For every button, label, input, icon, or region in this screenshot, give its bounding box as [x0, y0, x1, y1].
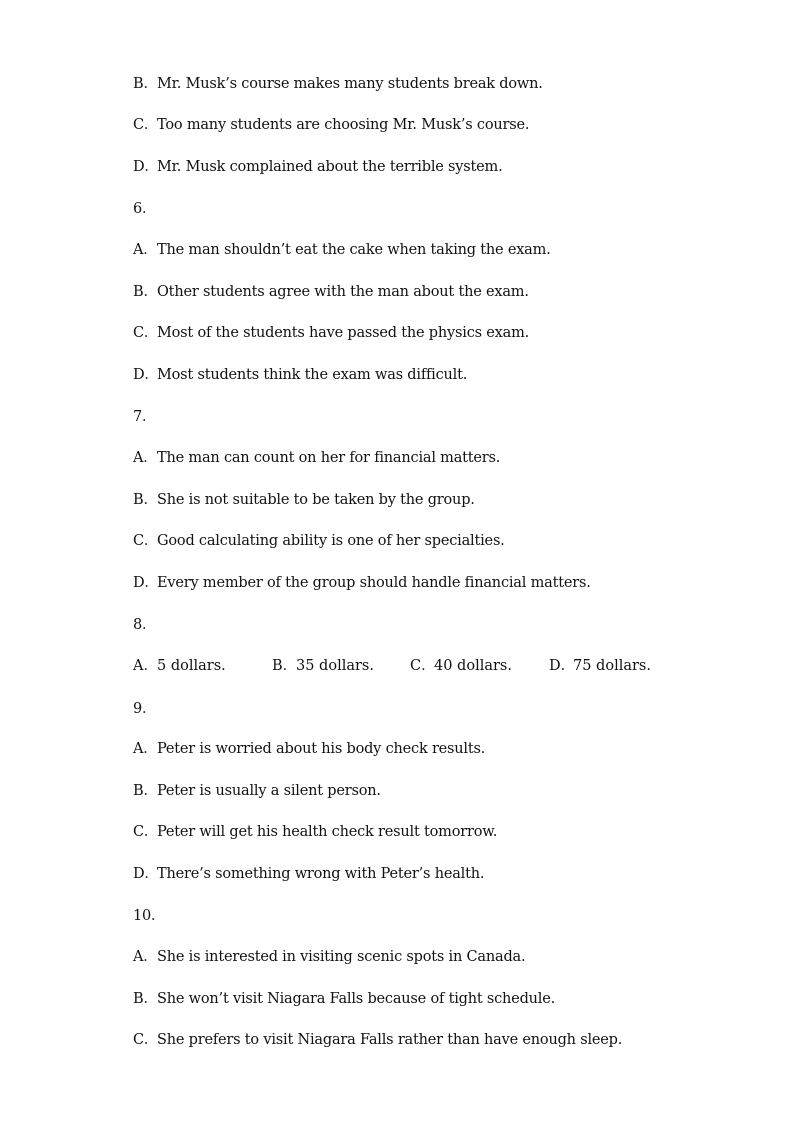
option-label: C．	[133, 117, 159, 133]
option-text: Good calculating ability is one of her specialties.	[157, 533, 505, 549]
option-text: She is not suitable to be taken by the group.	[157, 492, 475, 508]
q5-option-b	[133, 72, 543, 93]
option-text: Too many students are choosing Mr. Musk’s course.	[157, 117, 530, 133]
q10-option-c	[133, 1028, 622, 1049]
option-text: The man can count on her for financial matters.	[157, 450, 501, 466]
option-text: Other students agree with the man about the exam.	[157, 284, 529, 300]
option-text: 35 dollars.	[296, 658, 374, 674]
option-text: Most of the students have passed the physics exam.	[157, 325, 530, 341]
q6-option-a	[133, 238, 551, 259]
option-text: 40 dollars.	[434, 658, 512, 674]
q6-number: 6．	[133, 201, 157, 217]
option-text: Most students think the exam was difficult.	[157, 367, 468, 383]
q8-option-a	[133, 654, 226, 675]
q9-option-d	[133, 862, 484, 883]
option-label: D．	[133, 575, 159, 591]
q10-option-a	[133, 945, 525, 966]
option-text: She prefers to visit Niagara Falls rather than have enough sleep.	[157, 1032, 623, 1048]
q8-option-c	[410, 654, 512, 675]
option-label: A．	[133, 242, 158, 258]
option-text: Mr. Musk complained about the terrible system.	[157, 159, 503, 175]
option-label: D．	[133, 159, 159, 175]
option-label: B．	[133, 991, 158, 1007]
option-label: A．	[133, 450, 158, 466]
q7-option-a	[133, 446, 500, 467]
q7-option-b	[133, 488, 475, 509]
q7-number: 7．	[133, 409, 157, 425]
option-label: B．	[133, 76, 158, 92]
q8-option-b	[272, 654, 374, 675]
q6-option-b	[133, 280, 529, 301]
option-label: C．	[133, 533, 159, 549]
q6-option-c	[133, 321, 529, 342]
option-text: 5 dollars.	[157, 658, 226, 674]
option-text: She won’t visit Niagara Falls because of tight schedule.	[157, 991, 556, 1007]
option-label: A．	[133, 741, 158, 757]
option-label: B．	[133, 492, 158, 508]
option-label: C．	[133, 325, 159, 341]
q9-option-a	[133, 737, 485, 758]
option-label: D．	[549, 658, 576, 674]
q7-option-d	[133, 571, 591, 592]
option-text: Peter is usually a silent person.	[157, 783, 381, 799]
q8-number: 8．	[133, 617, 157, 633]
q5-option-d	[133, 155, 502, 176]
option-label: B．	[133, 284, 158, 300]
option-text: She is interested in visiting scenic spots in Canada.	[157, 949, 526, 965]
option-text: There’s something wrong with Peter’s health.	[157, 866, 485, 882]
q9-number: 9．	[133, 701, 157, 717]
option-text: 75 dollars.	[573, 658, 651, 674]
option-label: C．	[133, 824, 159, 840]
option-text: The man shouldn’t eat the cake when taking the exam.	[157, 242, 551, 258]
option-label: D．	[133, 367, 159, 383]
option-label: B．	[133, 783, 158, 799]
option-label: B．	[272, 658, 298, 674]
q9-option-c	[133, 820, 497, 841]
q9-option-b	[133, 779, 381, 800]
q6-option-d	[133, 363, 467, 384]
q8-option-d	[549, 654, 651, 675]
option-label: C．	[410, 658, 436, 674]
option-text: Peter is worried about his body check results.	[157, 741, 486, 757]
q10-number: 10．	[133, 908, 166, 924]
q5-option-c	[133, 113, 529, 134]
option-label: A．	[133, 658, 158, 674]
q10-option-b	[133, 987, 555, 1008]
q7-option-c	[133, 529, 505, 550]
option-label: C．	[133, 1032, 159, 1048]
option-text: Mr. Musk’s course makes many students break down.	[157, 76, 543, 92]
option-label: D．	[133, 866, 159, 882]
option-text: Peter will get his health check result tomorrow.	[157, 824, 498, 840]
option-label: A．	[133, 949, 158, 965]
option-text: Every member of the group should handle financial matters.	[157, 575, 591, 591]
